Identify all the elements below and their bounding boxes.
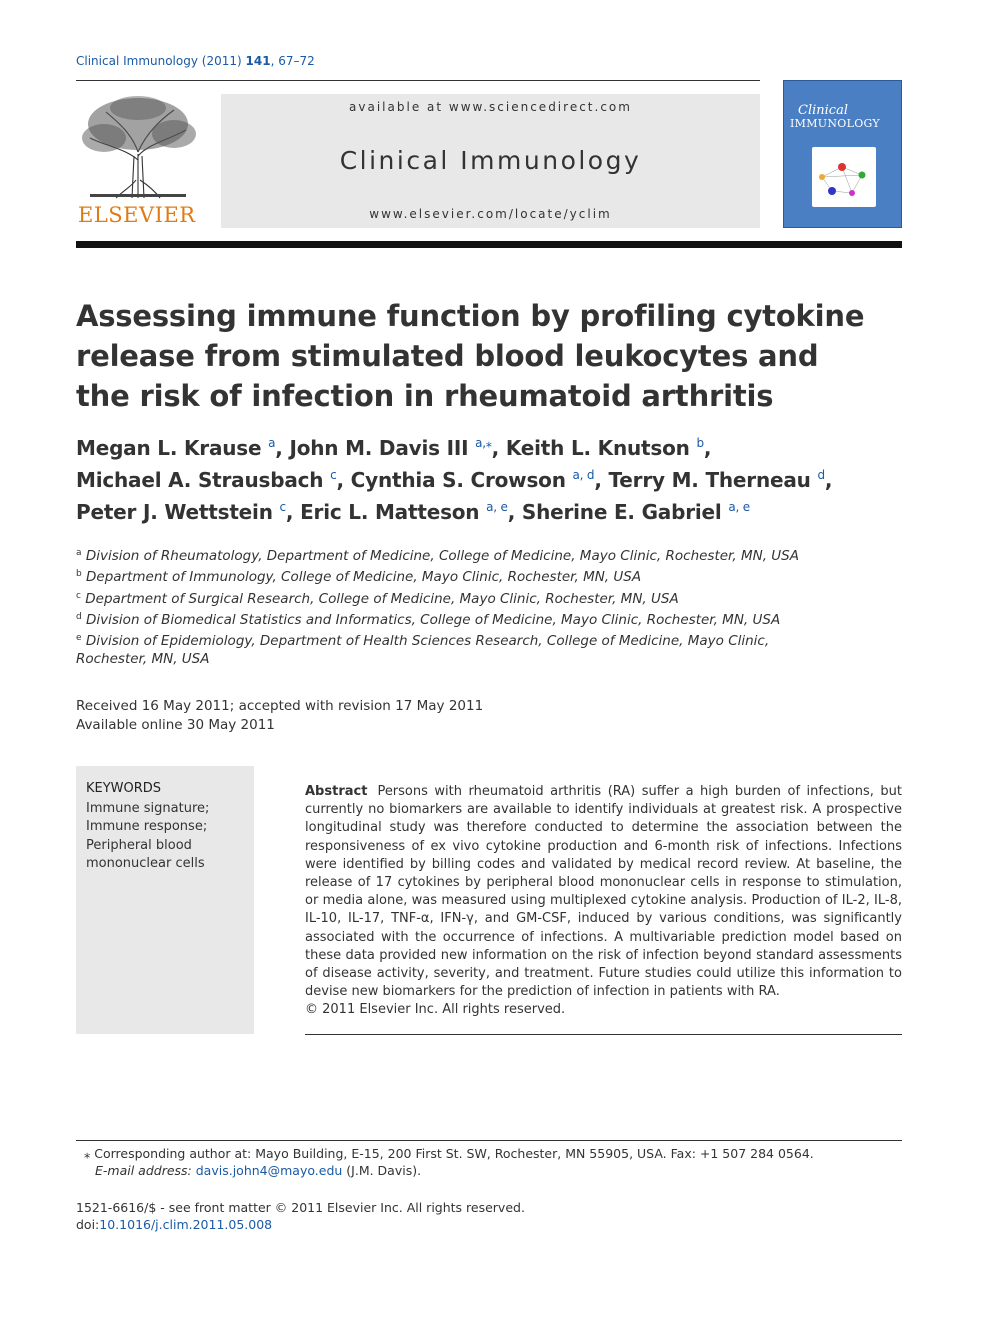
header-rule: [76, 80, 760, 81]
keyword: Immune signature;: [86, 801, 210, 816]
article-title: Assessing immune function by profiling cytokine release from stimulated blood leukocytes and the risk of infection in rheumatoid arthritis: [76, 299, 865, 413]
email-label: E-mail address:: [95, 1163, 192, 1178]
affiliation: $^a$ Division of Rheumatology, Department of Medicine, College of Medicine, Mayo Clinic, Rochester, MN, USA: [76, 548, 799, 564]
author-list: [76, 430, 896, 526]
author-affil-link[interactable]: c: [330, 468, 337, 482]
journal-name: Clinical Immunology: [339, 146, 642, 175]
cover-figure: [812, 147, 876, 207]
keywords-heading: KEYWORDS: [86, 781, 162, 796]
author-affil-link[interactable]: b: [696, 436, 704, 450]
affiliation: $^b$ Department of Immunology, College of Medicine, Mayo Clinic, Rochester, MN, USA: [76, 569, 642, 586]
journal-cover: [783, 80, 902, 228]
header-thick-rule: [76, 241, 902, 248]
author: Terry M. Therneau $^d$,: [608, 468, 833, 492]
journal-citation[interactable]: [76, 54, 315, 68]
author-affil-link[interactable]: d: [817, 468, 825, 482]
author: Eric L. Matteson $^{a, e}$,: [300, 500, 522, 524]
author: Cynthia S. Crowson $^{a, d}$,: [350, 468, 609, 492]
available-online-date: Available online 30 May 2011: [76, 717, 275, 733]
author-affil-link[interactable]: a,⁎: [475, 436, 492, 450]
issn-line: 1521-6616/$ - see front matter © 2011 Elsevier Inc. All rights reserved.: [76, 1200, 525, 1215]
abstract: [305, 783, 902, 1020]
affiliation: $^e$ Division of Epidemiology, Department of Health Sciences Research, College of Medicine, Mayo Clinic, Rochester, MN, USA: [76, 633, 770, 668]
affiliation: $^d$ Division of Biomedical Statistics and Informatics, College of Medicine, Mayo Clinic, Rochester, MN, USA: [76, 611, 781, 628]
affiliation: $^c$ Department of Surgical Research, College of Medicine, Mayo Clinic, Rochester, MN, USA: [76, 590, 679, 607]
bottom-meta: [76, 1199, 525, 1233]
abstract-text: Persons with rheumatoid arthritis (RA) suffer a high burden of infections, but currently no biomarkers are available to identify individuals at greatest risk. A prospective longitudinal study was therefore conducted to determine the association between the responsiveness of ex vivo cytokine production and 6-month risk of infections. Infections were identified by billing codes and validated by medical record review. At baseline, the release of 17 cytokines by peripheral blood mononuclear cells in response to stimulation, or media alone, was measured using multiplexed cytokine analysis. Production of IL-2, IL-8, IL-10, IL-17, TNF-α, IFN-γ, and GM-CSF, induced by various conditions, was significantly associated with the occurrence of infections. A multivariable prediction model based on these data provided new information on the risk of infection beyond standard assessments of disease activity, severity, and treatment. Future studies could utilize this information to devise new biomarkers for the prediction of infection in patients with RA.: [305, 784, 902, 1000]
email-line: [76, 1162, 902, 1179]
email-suffix: (J.M. Davis).: [342, 1163, 422, 1178]
journal-banner: [221, 94, 760, 228]
publisher-name: ELSEVIER: [78, 203, 196, 227]
sciencedirect-link[interactable]: available at www.sciencedirect.com: [349, 100, 632, 114]
author-affil-link[interactable]: a: [268, 436, 276, 450]
author: Keith L. Knutson $^b$,: [505, 436, 712, 460]
doi-link[interactable]: 10.1016/j.clim.2011.05.008: [99, 1217, 273, 1232]
author-affil-link[interactable]: a, e: [486, 500, 508, 514]
article-dates: [76, 697, 483, 735]
keyword: Immune response;: [86, 819, 208, 835]
cover-title-immunology: IMMUNOLOGY: [790, 117, 880, 130]
author: Sherine E. Gabriel $^{a, e}$: [521, 500, 750, 524]
corresponding-author: ⁎ Corresponding author at: Mayo Building, E-15, 200 First St. SW, Rochester, MN 55905, USA. Fax: +1 507 284 0564.: [84, 1146, 814, 1161]
cover-network-icon: [812, 147, 876, 207]
abstract-rule: [305, 1034, 902, 1035]
citation-pages: , 67–72: [270, 54, 315, 68]
citation-journal: Clinical Immunology (2011): [76, 54, 242, 68]
doi-line: [76, 1216, 525, 1233]
abstract-label: Abstract: [305, 784, 368, 799]
keywords-box: [76, 766, 254, 1034]
elsevier-tree-icon: [76, 94, 200, 202]
author-affil-link[interactable]: a, d: [572, 468, 595, 482]
author: Megan L. Krause $^a$,: [76, 436, 290, 460]
author: Michael A. Strausbach $^c$,: [76, 468, 351, 492]
footnote-rule: [76, 1140, 902, 1141]
abstract-copyright: © 2011 Elsevier Inc. All rights reserved.: [305, 1002, 566, 1018]
doi-label: doi:: [76, 1217, 100, 1232]
author-affil-link[interactable]: c: [279, 500, 286, 514]
affiliation-list: [76, 544, 896, 669]
email-link[interactable]: davis.john4@mayo.edu: [195, 1163, 343, 1178]
citation-volume: 141: [245, 54, 271, 68]
received-date: Received 16 May 2011; accepted with revision 17 May 2011: [76, 698, 484, 714]
cover-title-clinical: Clinical: [798, 103, 848, 118]
keywords-list: [86, 800, 216, 873]
journal-url[interactable]: www.elsevier.com/locate/yclim: [369, 207, 612, 221]
author: John M. Davis III $^{a,⁎}$,: [289, 436, 506, 460]
keyword: Peripheral blood mononuclear cells: [86, 837, 205, 871]
author: Peter J. Wettstein $^c$,: [76, 500, 301, 524]
footnotes: [76, 1145, 902, 1179]
author-affil-link[interactable]: a, e: [728, 500, 750, 514]
